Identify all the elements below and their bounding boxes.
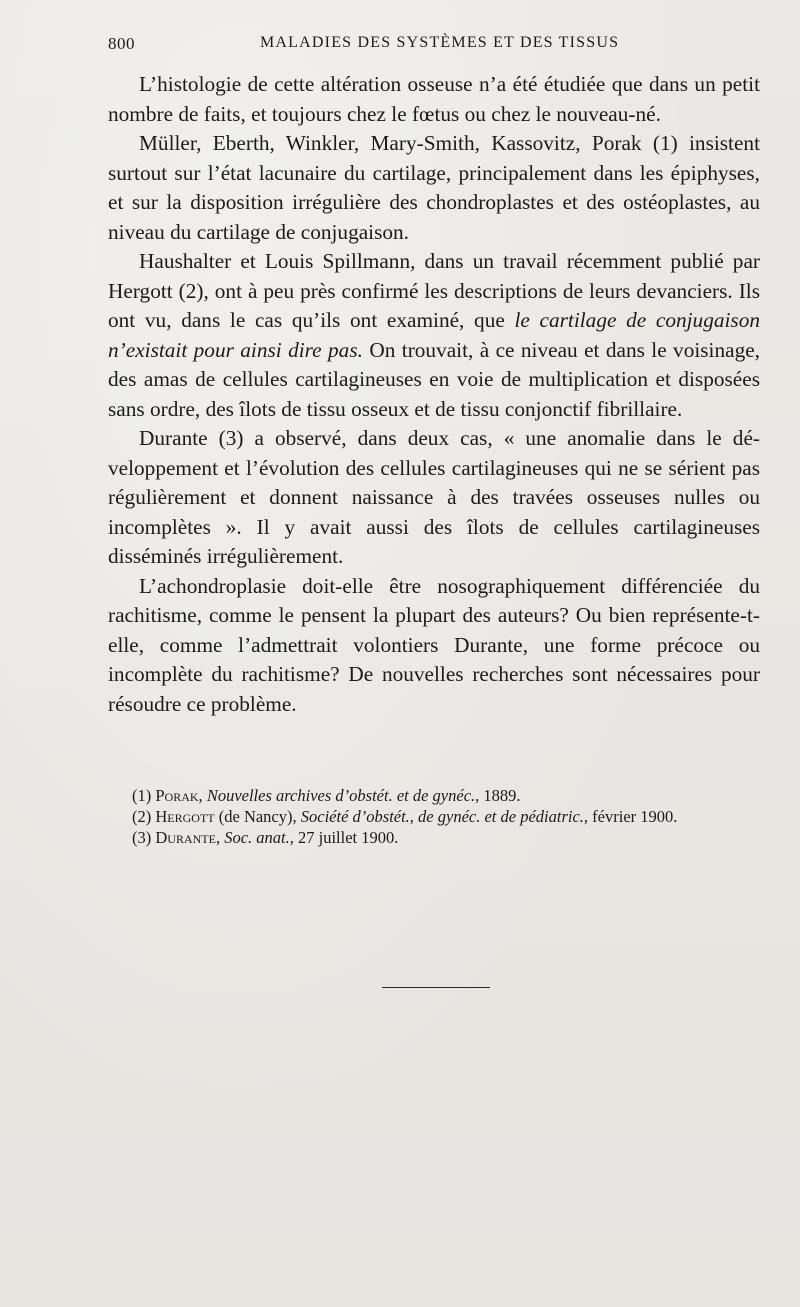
page-number: 800	[108, 34, 135, 53]
body-text	[108, 70, 760, 719]
footnote-date: 1889.	[483, 786, 521, 805]
footnote-source: Nouvelles archives d’obstét. et de gynéc.,	[206, 786, 480, 805]
footnote-1	[132, 785, 772, 806]
paragraph-haushalter-start: Haushalter et Louis Spillmann, dans un travail récemment publié par Hergott (2), ont à peu près confirmé les descriptions de leurs devanciers. Ils ont vu, dans le cas qu’ils ont examiné, que	[108, 249, 760, 332]
paragraph-haushalter	[108, 247, 760, 424]
paragraph-authors: Müller, Eberth, Winkler, Mary-Smith, Kassovitz, Porak (1) insistent surtout sur l’état lacunaire du cartilage, principalement dans les épiphyses, et sur la disposition irrégulière des chondroplastes et des ostéoplastes, au niveau du cartilage de conjugaison.	[108, 131, 760, 244]
footnote-marker: (3)	[132, 828, 152, 847]
footnote-date: 27 juillet 1900.	[298, 828, 399, 847]
footnote-author: Porak,	[155, 786, 203, 805]
footnote-date: février 1900.	[592, 807, 678, 826]
footnote-affiliation: (de Nancy),	[218, 807, 297, 826]
running-title: MALADIES DES SYSTÈMES ET DES TISSUS	[260, 34, 620, 51]
footnote-2	[132, 806, 772, 827]
running-head	[108, 34, 758, 58]
footnote-source: Soc. anat.,	[224, 828, 294, 847]
paragraph-histology: L’histologie de cette altération osseuse n’a été étudiée que dans un petit nombre de faits, et toujours chez le fœtus ou chez le nouveau-né.	[108, 72, 760, 126]
footnote-author: Durante,	[155, 828, 221, 847]
end-rule	[382, 987, 490, 988]
paragraph-durante: Durante (3) a observé, dans deux cas, « une anomalie dans le développement et l’évolution des cellules cartilagineuses qui ne se sérient pas régulièrement et donnent naissance à des travées osseuses nulles ou incomplètes ». Il y avait aussi des îlots de cellules cartilagineuses disséminés irrégulièrement.	[108, 426, 760, 568]
footnotes	[132, 785, 772, 848]
footnote-marker: (1)	[132, 786, 152, 805]
footnote-author: Hergott	[155, 807, 215, 826]
paragraph-haushalter-italic: le cartilage de conjugaison n’existait pour ainsi dire pas.	[108, 308, 760, 362]
paragraph-achondroplasia: L’achondroplasie doit-elle être nosographiquement différenciée du rachitisme, comme le pensent la plupart des auteurs? Ou bien représente-t-elle, comme l’admettrait volontiers Durante, une forme précoce ou incomplète du rachitisme? De nouvelles recherches sont nécessaires pour résoudre ce problème.	[108, 573, 760, 716]
paragraph-haushalter-end: On trouvait, à ce niveau et dans le voisinage, des amas de cellules cartilagineuses en voie de multiplication et disposées sans ordre, des îlots de tissu osseux et de tissu conjonctif fibrillaire.	[108, 337, 760, 421]
footnote-3	[132, 827, 772, 848]
footnote-marker: (2)	[132, 807, 152, 826]
footnote-source: Société d’obstét., de gynéc. et de pédiatric.,	[300, 807, 589, 826]
